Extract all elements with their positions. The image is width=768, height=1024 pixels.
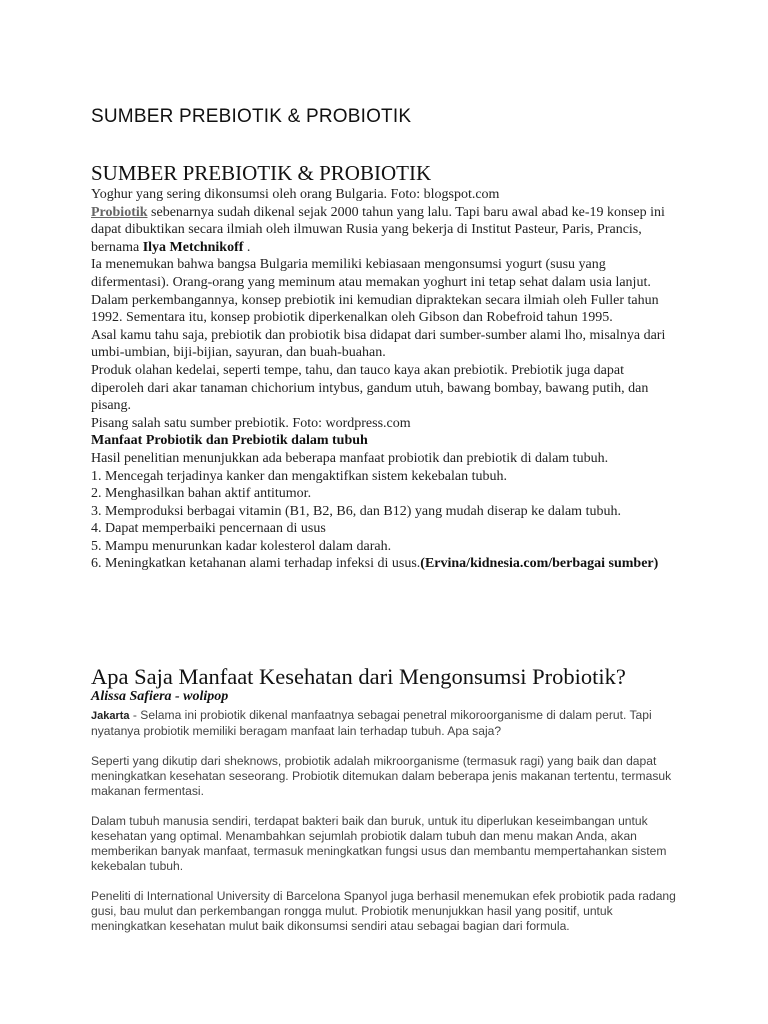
paragraph-soy-products: Produk olahan kedelai, seperti tempe, tahu, dan tauco kaya akan prebiotik. Prebiotik juga dapat diperoleh dari akar tanaman chichorium intybus, gandum utuh, bawang bombay, bawang putih, dan pisang. [91, 362, 649, 414]
probiotik-link[interactable]: Probiotik [91, 204, 148, 220]
list-item: 3. Memproduksi berbagai vitamin (B1, B2, B6, dan B12) yang mudah diserap ke dalam tubuh. [91, 503, 621, 519]
article-title: SUMBER PREBIOTIK & PROBIOTIK [91, 161, 432, 185]
page-title: SUMBER PREBIOTIK & PROBIOTIK [91, 106, 412, 127]
paragraph-intro [91, 204, 671, 257]
article2-byline: Alissa Safiera - wolipop [91, 689, 229, 704]
list-item: 5. Mampu menurunkan kadar kolesterol dalam darah. [91, 538, 392, 554]
section-subheading: Manfaat Probiotik dan Prebiotik dalam tubuh [91, 433, 368, 449]
paragraph-sources: Asal kamu tahu saja, prebiotik dan probiotik bisa didapat dari sumber-sumber alami lho, misalnya dari umbi-umbian, biji-bijian, sayuran, dan buah-buahan. [91, 327, 666, 361]
article-prebiotik-probiotik [91, 160, 671, 573]
paragraph-intro-text: sebenarnya sudah dikenal sejak 2000 tahun yang lalu. Tapi baru awal abad ke-19 konsep ini dapat dibuktikan secara ilmiah oleh ilmuwan Rusia yang bekerja di Institut Pasteur, Paris, Prancis, bernama [91, 204, 665, 255]
article2-paragraph-1: Jakarta - Selama ini probiotik dikenal manfaatnya sebagai penetral mikoroorganisme di dalam perut. Tapi nyatanya probiotik memiliki beragam manfaat lain terhadap tubuh. Apa saja? [91, 708, 652, 738]
source-credit: (Ervina/kidnesia.com/berbagai sumber) [420, 556, 659, 572]
paragraph-history: Dalam perkembangannya, konsep prebiotik ini kemudian dipraktekan secara ilmiah oleh Fuller tahun 1992. Sementara itu, konsep probiotik diperkenalkan oleh Gibson dan Robefroid tahun 1995. [91, 292, 659, 326]
scientist-name: Ilya Metchnikoff [142, 239, 244, 255]
article2-title: Apa Saja Manfaat Kesehatan dari Mengonsumsi Probiotik? [91, 664, 626, 689]
image-caption-yoghurt: Yoghur yang sering dikonsumsi oleh orang Bulgaria. Foto: blogspot.com [91, 187, 500, 202]
list-item: 2. Menghasilkan bahan aktif antitumor. [91, 486, 312, 502]
image-caption-banana: Pisang salah satu sumber prebiotik. Foto: wordpress.com [91, 415, 411, 431]
list-item-last: 6. Meningkatkan ketahanan alami terhadap infeksi di usus.(Ervina/kidnesia.com/berbagai sumber) [91, 556, 659, 572]
list-item: 1. Mencegah terjadinya kanker dan mengaktifkan sistem kekebalan tubuh. [91, 468, 507, 484]
paragraph-intro-end: . [243, 239, 251, 255]
dateline-city: Jakarta [91, 710, 130, 722]
article-manfaat-probiotik [91, 708, 691, 949]
article2-paragraph-4: Peneliti di International University di Barcelona Spanyol juga berhasil menemukan efek probiotik pada radang gusi, bau mulut dan perkembangan rongga mulut. Probiotik menunjukkan hasil yang positif, untuk meningkatkan kesehatan mulut baik dikonsumsi sendiri atau sebagai bagian dari formula. [91, 889, 676, 933]
paragraph-bulgaria: Ia menemukan bahwa bangsa Bulgaria memiliki kebiasaan mengonsumsi yogurt (susu yang difermentasi). Orang-orang yang meminum atau memakan yoghurt ini tetap sehat dalam usia lanjut. [91, 257, 651, 290]
article2-paragraph-3: Dalam tubuh manusia sendiri, terdapat bakteri baik dan buruk, untuk itu diperlukan keseimbangan untuk kesehatan yang optimal. Menambahkan sejumlah probiotik dalam tubuh dan menu makan Anda, akan memberikan banyak manfaat, termasuk meningkatkan fungsi usus dan membantu mempertahankan sistem kekebalan tubuh. [91, 814, 667, 873]
article2-paragraph-2: Seperti yang dikutip dari sheknows, probiotik adalah mikroorganisme (termasuk ragi) yang baik dan dapat meningkatkan kesehatan seseorang. Probiotik ditemukan dalam beberapa jenis makanan tertentu, termasuk makanan fermentasi. [91, 754, 672, 798]
list-item: 4. Dapat memperbaiki pencernaan di usus [91, 521, 326, 537]
benefits-intro: Hasil penelitian menunjukkan ada beberapa manfaat probiotik dan prebiotik di dalam tubuh. [91, 450, 609, 466]
